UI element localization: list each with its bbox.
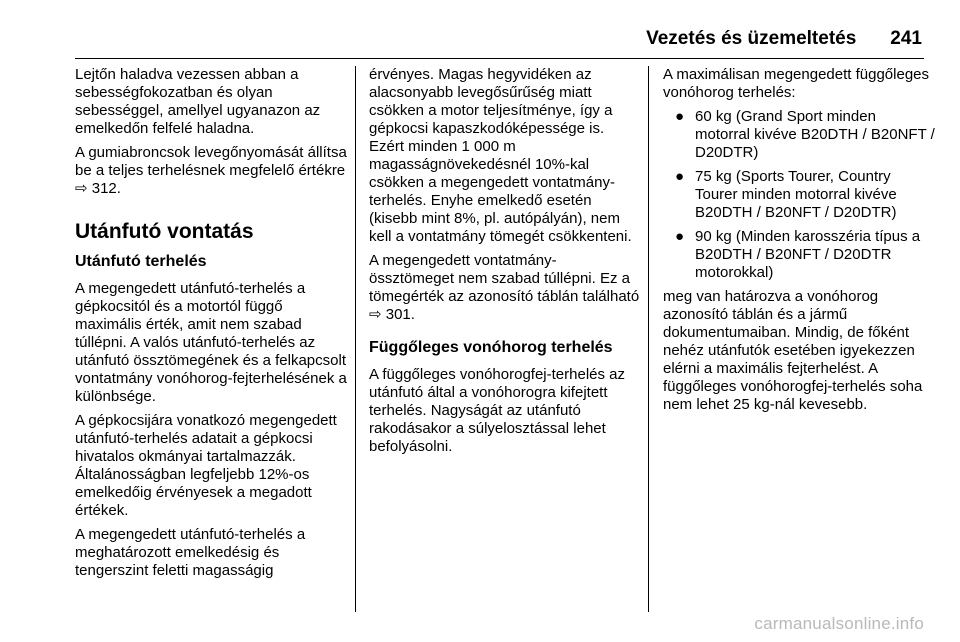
paragraph-altitude: érvényes. Magas hegyvidéken az alacsonyabb levegősűrűség miatt csökken a motor teljesítménye, így a gépkocsi kapaszkodóképessége is. Ezért minden 1 000 m magasságnövekedésnél 10%-kal csökken a megengedett vontatmány-terhelés. Enyhe emelkedő esetén (kisebb mint 8%, pl. autópályán), nem kell a vontatmány tömegét csökkenteni. [369, 66, 632, 245]
paragraph-identification-plate: meg van határozva a vonóhorog azonosító táblán és a jármű dokumentumaiban. Mindig, de főként nehéz utánfutók esetében igyekezzen elérni a maximális fejterhelést. A függőleges vonóhorogfej-terhelés soha nem lehet 25 kg-nál kevesebb. [663, 288, 923, 413]
paragraph-trailer-load: A megengedett utánfutó-terhelés a gépkocsitól és a motortól függő maximális érték, amit nem szabad túllépni. A valós utánfutó-terhelés az utánfutó össztömegének és a felkapcsolt vontatmány vonóhorog-fejterhelésének a különbsége. [75, 280, 347, 405]
bullet-icon: ● [675, 228, 685, 245]
tyre-pressure-page-ref[interactable]: 312. [91, 180, 121, 197]
paragraph-max-vertical-load: A maximálisan megengedett függőleges vonóhorog terhelés: [663, 66, 930, 101]
section-heading-towing: Utánfutó vontatás [75, 220, 254, 243]
page-reference-arrow-icon: ⇨ [75, 180, 88, 197]
page-reference-arrow-icon: ⇨ [369, 306, 382, 323]
tyre-pressure-text: A gumiabroncsok levegőnyomását állítsa be a teljes terhelésnek megfelelő értékre [75, 144, 347, 179]
page-header [646, 28, 922, 50]
paragraph-altitude-start: A megengedett utánfutó-terhelés a meghatározott emelkedésig és tengerszint feletti magasságig [75, 526, 306, 579]
bullet-icon: ● [675, 108, 685, 125]
gross-weight-text: A megengedett vontatmány-össztömeget nem szabad túllépni. Ez a tömegérték az azonosító táblán található [369, 252, 640, 305]
load-list [663, 108, 935, 282]
paragraph-vehicle-documents: A gépkocsijára vonatkozó megengedett utánfutó-terhelés adatait a gépkocsi hivatalos okmányai tartalmazzák. Általánosságban legfeljebb 12%-os emelkedőig érvényesek a megadott értékek. [75, 412, 337, 519]
bullet-icon: ● [675, 168, 685, 185]
paragraph-downhill: Lejtőn haladva vezessen abban a sebességfokozatban és olyan sebességgel, amellyel ugyanazon az emelkedőn felfelé haladna. [75, 66, 321, 137]
header-divider [75, 58, 924, 59]
paragraph-vertical-load: A függőleges vonóhorogfej-terhelés az utánfutó által a vonóhorogra kifejtett terhelés. Nagyságát az utánfutó rakodásakor a súlyelosztással lehet befolyásolni. [369, 366, 626, 455]
list-item: ● 60 kg (Grand Sport minden motorral kivéve B20DTH / B20NFT / D20DTR) [675, 108, 935, 161]
column-2 [369, 66, 641, 462]
column-divider-1 [355, 66, 356, 612]
list-item: ● 90 kg (Minden karosszéria típus a B20DTH / B20NFT / D20DTR motorokkal) [675, 228, 921, 281]
gross-weight-page-ref[interactable]: 301. [385, 306, 415, 323]
paragraph-gross-weight [369, 252, 641, 324]
subheading-trailer-load: Utánfutó terhelés [75, 253, 207, 270]
watermark: carmanualsonline.info [754, 614, 924, 633]
column-3 [663, 66, 935, 420]
column-1 [75, 66, 347, 586]
list-item: ● 75 kg (Sports Tourer, Country Tourer minden motorral kivéve B20DTH / B20NFT / D20DTR) [675, 168, 897, 221]
page-number: 241 [890, 28, 922, 49]
subheading-vertical-load: Függőleges vonóhorog terhelés [369, 339, 613, 356]
paragraph-tyre-pressure [75, 144, 347, 198]
column-divider-2 [648, 66, 649, 612]
header-title: Vezetés és üzemeltetés [646, 28, 857, 49]
